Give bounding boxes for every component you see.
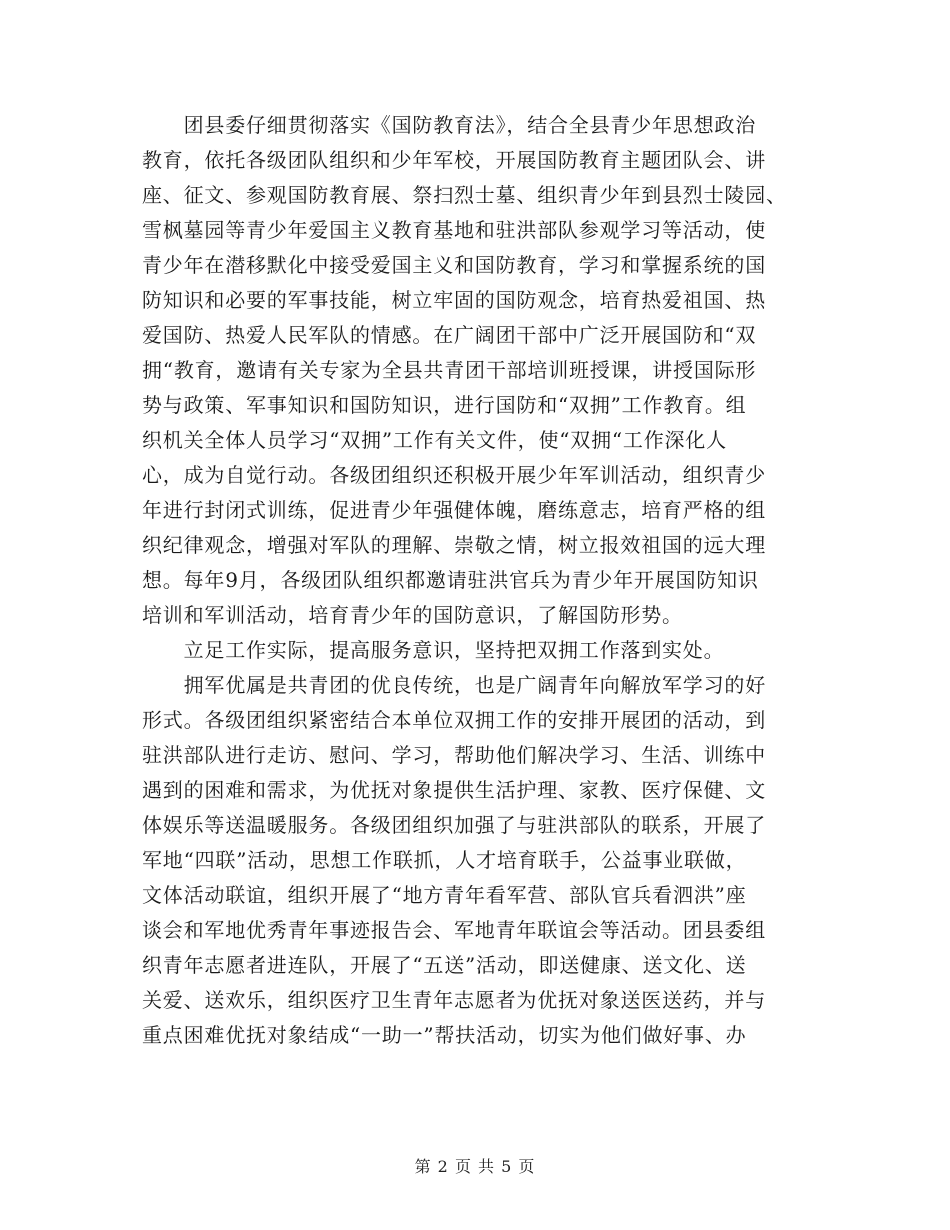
text-line: 爱国防、热爱人民军队的情感。在广阔团干部中广泛开展国防和“双 [142,323,757,347]
text-line: 培训和军训活动，培育青少年的国防意识，了解国防形势。 [142,603,683,627]
text-line: 团县委仔细贯彻落实《国防教育法》，结合全县青少年思想政治 [142,113,756,137]
text-line: 年进行封闭式训练，促进青少年强健体魄，磨练意志，培育严格的组 [142,498,766,522]
text-line: 重点困难优抚对象结成“一助一”帮扶活动，切实为他们做好事、办 [142,1023,747,1047]
text-line: 谈会和军地优秀青年事迹报告会、军地青年联谊会等活动。团县委组 [142,918,766,942]
text-line: 拥“教育，邀请有关专家为全县共青团干部培训班授课，讲授国际形 [142,358,757,382]
text-line: 织青年志愿者进连队，开展了“五送”活动，即送健康、送文化、送 [142,953,747,977]
text-line: 防知识和必要的军事技能，树立牢固的国防观念，培育热爱祖国、热 [142,288,766,312]
text-line: 心，成为自觉行动。各级团组织还积极开展少年军训活动，组织青少 [142,463,766,487]
text-line: 教育，依托各级团队组织和少年军校，开展国防教育主题团队会、讲 [142,148,766,172]
text-line: 形式。各级团组织紧密结合本单位双拥工作的安排开展团的活动，到 [142,708,766,732]
text-line: 青少年在潜移默化中接受爱国主义和国防教育，学习和掌握系统的国 [142,253,766,277]
text-line: 体娱乐等送温暖服务。各级团组织加强了与驻洪部队的联系，开展了 [142,813,766,837]
text-line: 雪枫墓园等青少年爱国主义教育基地和驻洪部队参观学习等活动，使 [142,218,766,242]
text-line: 驻洪部队进行走访、慰问、学习，帮助他们解决学习、生活、训练中 [142,743,766,767]
text-line: 关爱、送欢乐，组织医疗卫生青年志愿者为优抚对象送医送药，并与 [142,988,766,1012]
page-number-footer: 第 2 页 共 5 页 [414,1157,536,1176]
text-line: 织机关全体人员学习“双拥”工作有关文件，使“双拥“工作深化人 [142,428,727,452]
text-line: 遇到的困难和需求，为优抚对象提供生活护理、家教、医疗保健、文 [142,778,766,802]
text-line: 拥军优属是共青团的优良传统，也是广阔青年向解放军学习的好 [142,673,766,697]
text-line: 文体活动联谊，组织开展了“地方青年看军营、部队官兵看泗洪”座 [142,883,747,907]
text-line: 织纪律观念，增强对军队的理解、崇敬之情，树立报效祖国的远大理 [142,533,766,557]
text-line: 座、征文、参观国防教育展、祭扫烈士墓、组织青少年到县烈士陵园、 [142,183,787,207]
text-line: 立足工作实际，提高服务意识，坚持把双拥工作落到实处。 [142,638,725,662]
text-line: 势与政策、军事知识和国防知识，进行国防和“双拥”工作教育。组 [142,393,747,417]
text-line: 想。每年9月，各级团队组织都邀请驻洪官兵为青少年开展国防知识 [142,568,759,592]
body-text [142,108,810,1053]
text-line: 军地“四联”活动，思想工作联抓，人才培育联手，公益事业联做， [142,848,747,872]
